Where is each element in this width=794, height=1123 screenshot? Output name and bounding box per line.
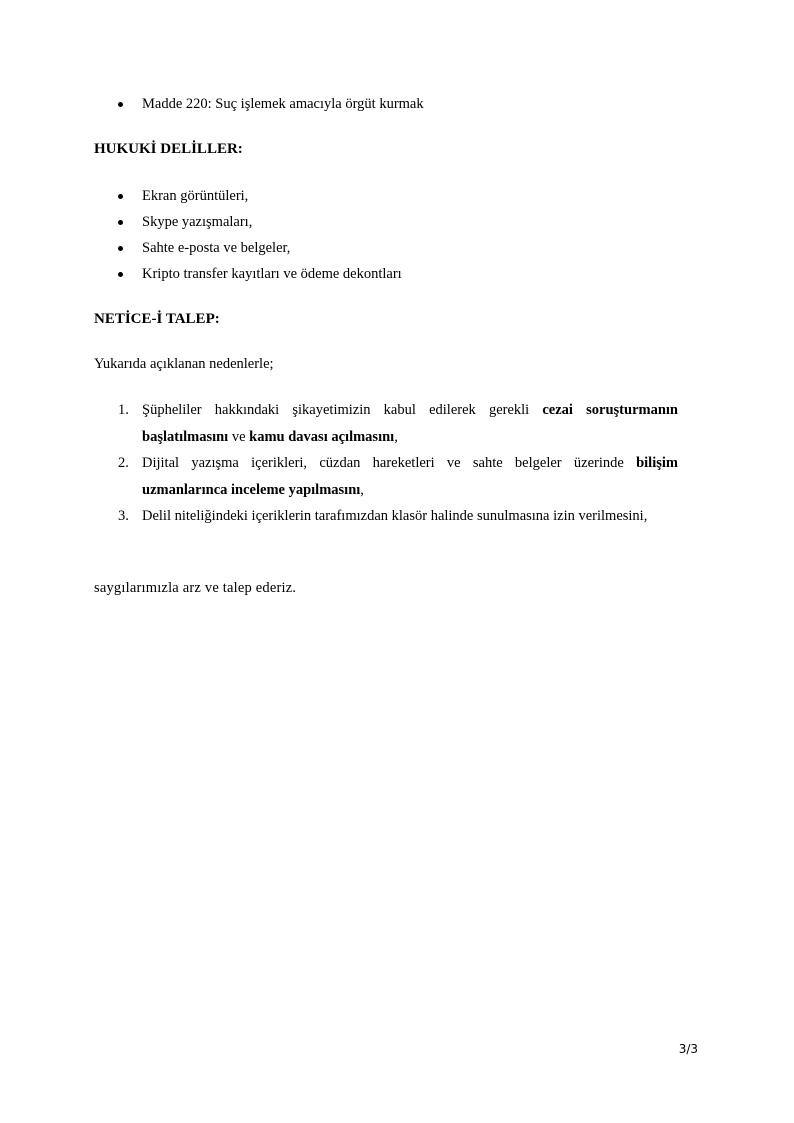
list-number: 3. [118, 508, 129, 524]
list-item [118, 264, 402, 290]
evidence-list [118, 186, 402, 290]
list-item [118, 503, 678, 530]
text-run: Delil niteliğindeki içeriklerin tarafımızdan klasör halinde sunulmasına izin verilmesini, [142, 508, 648, 524]
list-item-text [142, 450, 678, 503]
list-item-text: Sahte e-posta ve belgeler, [142, 240, 291, 256]
list-item [118, 450, 678, 503]
bullet-icon [118, 246, 123, 251]
list-item-text: Kripto transfer kayıtları ve ödeme dekontları [142, 266, 402, 282]
list-item [118, 186, 402, 212]
list-item [118, 238, 402, 264]
page-number: 3/3 [678, 1042, 698, 1056]
list-item-text: Ekran görüntüleri, [142, 188, 249, 204]
list-number: 2. [118, 455, 129, 471]
list-item [118, 94, 424, 120]
list-item-text: Skype yazışmaları, [142, 214, 253, 230]
closing-text: saygılarımızla arz ve talep ederiz. [94, 580, 297, 596]
text-run: , [360, 481, 364, 498]
request-intro: Yukarıda açıklanan nedenlerle; [94, 356, 274, 372]
request-list [118, 397, 678, 530]
list-item-text [142, 503, 678, 530]
text-run: Şüpheliler hakkındaki şikayetimizin kabul edilerek gerekli [142, 402, 543, 418]
list-item [118, 212, 402, 238]
list-item-text: Madde 220: Suç işlemek amacıyla örgüt kurmak [142, 96, 424, 112]
bold-run: kamu davası açılmasını [249, 428, 395, 445]
list-number: 1. [118, 402, 129, 418]
bullet-icon [118, 194, 123, 199]
request-heading: NETİCE-İ TALEP: [94, 311, 220, 327]
text-run: Dijital yazışma içerikleri, cüzdan hareketleri ve sahte belgeler üzerinde [142, 455, 637, 471]
list-item-text [142, 397, 678, 450]
evidence-heading: HUKUKİ DELİLLER: [94, 141, 243, 157]
top-bullet-list [118, 94, 424, 120]
bold-run: bilişim uzmanlarınca inceleme yapılmasını [142, 455, 678, 498]
text-run: , [394, 428, 398, 445]
bullet-icon [118, 102, 123, 107]
bullet-icon [118, 272, 123, 277]
text-run: ve [228, 428, 250, 445]
bold-run: cezai soruşturmanın başlatılmasını [142, 402, 678, 445]
list-item [118, 397, 678, 450]
bullet-icon [118, 220, 123, 225]
